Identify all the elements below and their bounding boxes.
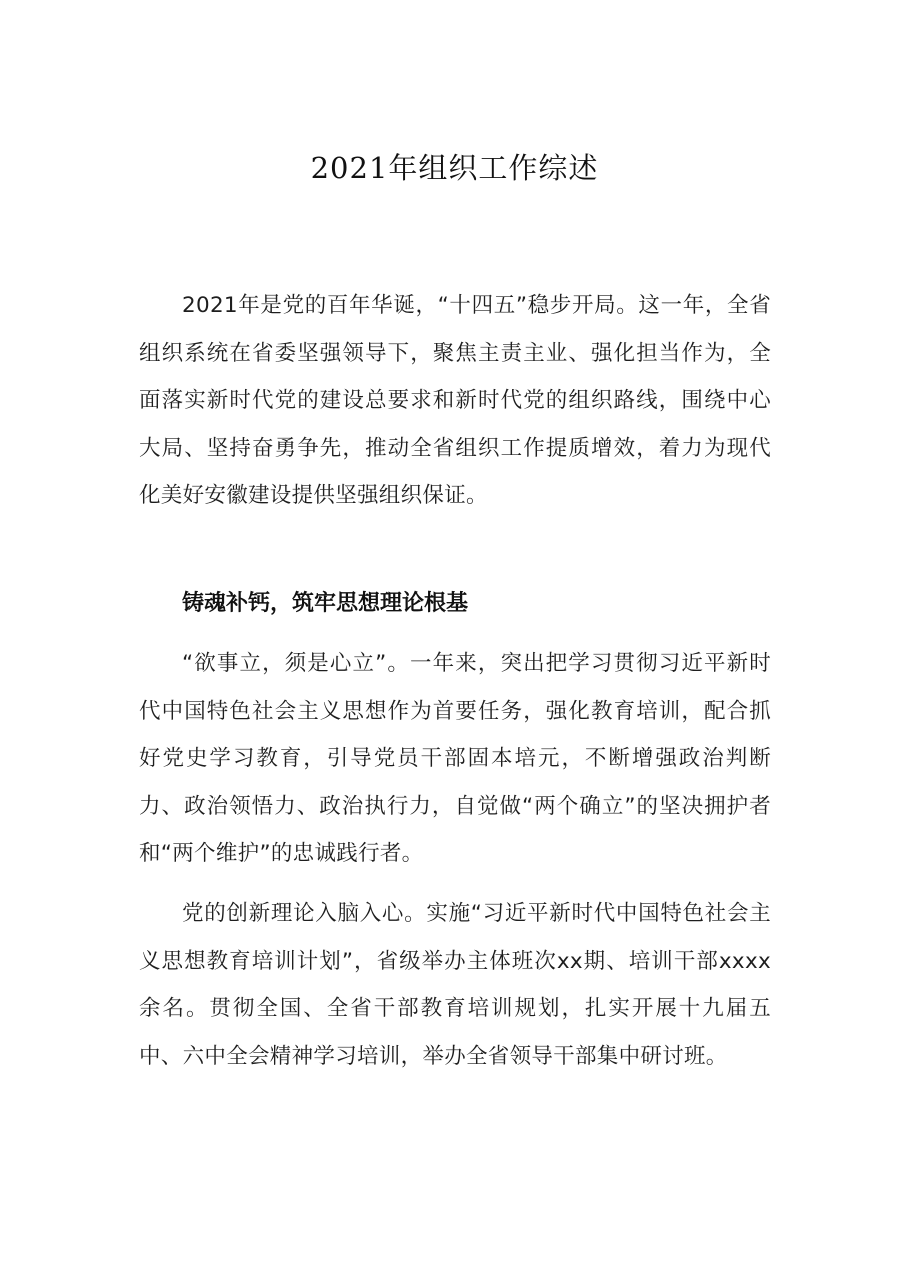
document-title: 2021年组织工作综述	[310, 151, 599, 185]
section-heading: 铸魂补钙，筑牢思想理论根基	[182, 591, 469, 616]
paragraph-training: 党的创新理论入脑入心。实施“习近平新时代中国特色社会主义思想教育培训计划”，省级举办主体班次xx期、培训干部xxxx余名。贯彻全国、全省干部教育培训规划，扎实开展十九届五中、六中全会精神学习培训，举办全省领导干部集中研讨班。	[139, 901, 771, 1069]
paragraph-theory: “欲事立，须是心立”。一年来，突出把学习贯彻习近平新时代中国特色社会主义思想作为首要任务，强化教育培训，配合抓好党史学习教育，引导党员干部固本培元，不断增强政治判断力、政治领悟力、政治执行力，自觉做“两个确立”的坚决拥护者和“两个维护”的忠诚践行者。	[139, 651, 771, 866]
paragraph-intro: 2021年是党的百年华诞，“十四五”稳步开局。这一年，全省组织系统在省委坚强领导下，聚焦主责主业、强化担当作为，全面落实新时代党的建设总要求和新时代党的组织路线，围绕中心大局、坚持奋勇争先，推动全省组织工作提质增效，着力为现代化美好安徽建设提供坚强组织保证。	[139, 293, 771, 508]
